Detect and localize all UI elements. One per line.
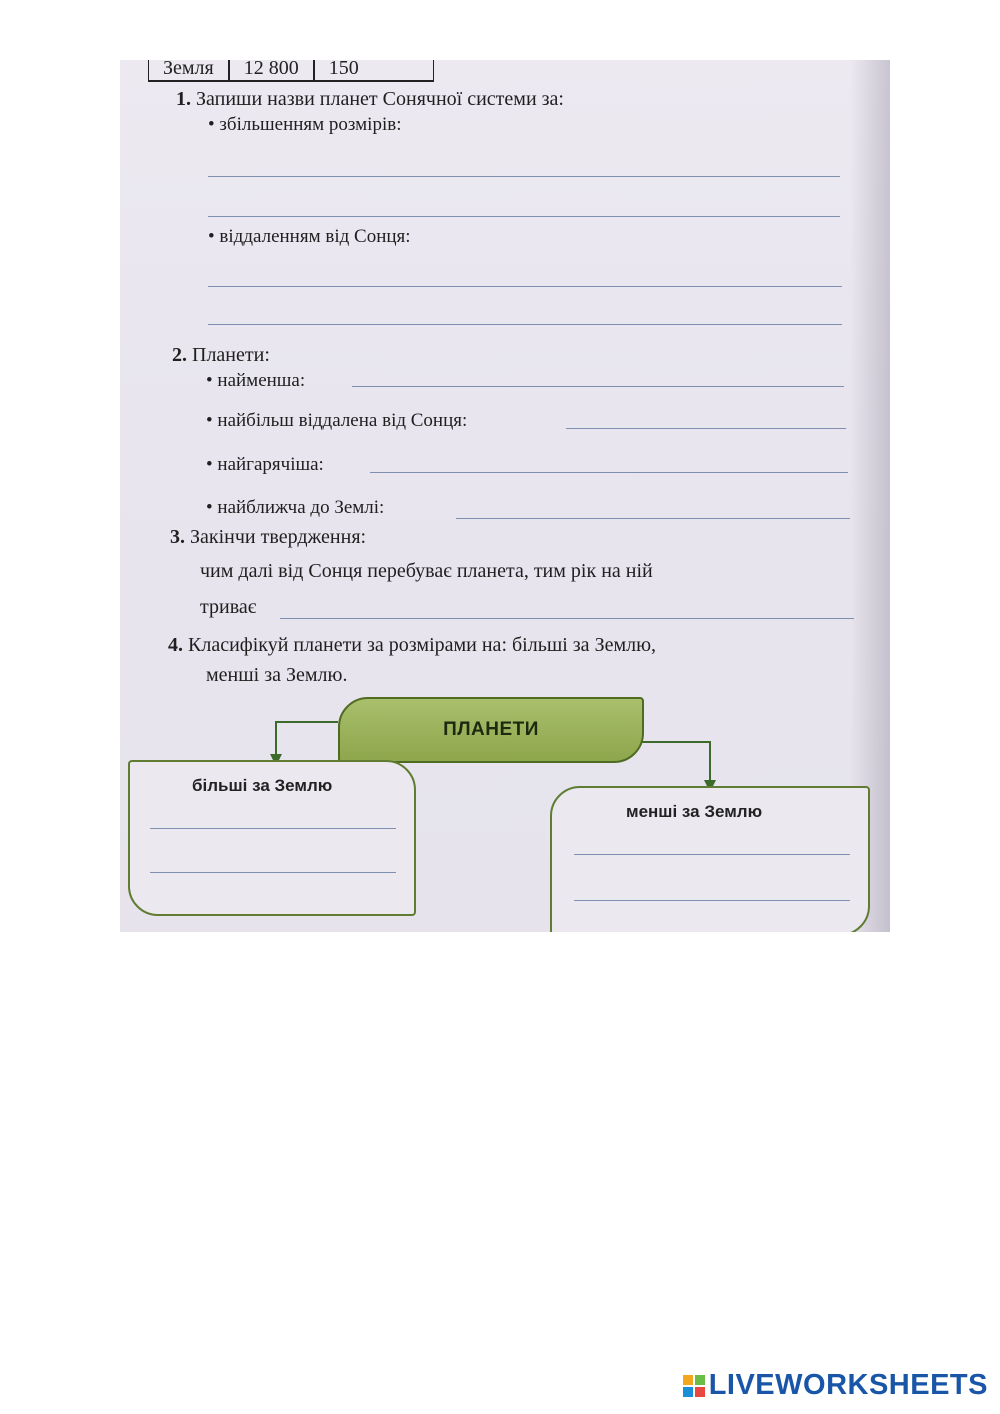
- logo-square: [695, 1387, 705, 1397]
- logo-mark-icon: [683, 1375, 705, 1397]
- logo-square: [695, 1375, 705, 1385]
- q2-closest: • найближча до Землі:: [206, 497, 385, 518]
- question-text: Класифікуй планети за розмірами на: більші за Землю,: [188, 634, 657, 656]
- logo-square: [683, 1387, 693, 1397]
- planets-title: ПЛАНЕТИ: [443, 719, 539, 740]
- logo-square: [683, 1375, 693, 1385]
- liveworksheets-logo: [683, 1369, 988, 1402]
- answer-line[interactable]: [574, 854, 850, 855]
- question-text: Планети:: [192, 344, 270, 366]
- table-cell: Земля: [148, 60, 229, 80]
- larger-than-earth-box: [128, 760, 416, 916]
- q1-bullet-distance: • віддаленням від Сонця:: [208, 226, 411, 247]
- q1-bullet-size: • збільшенням розмірів:: [208, 114, 402, 135]
- question-text-cont: менші за Землю.: [206, 664, 348, 686]
- larger-box-title: більші за Землю: [192, 776, 333, 795]
- answer-line[interactable]: [150, 828, 396, 829]
- question-number: 4.: [168, 634, 183, 656]
- smaller-box-title: менші за Землю: [626, 802, 763, 821]
- q3-statement: чим далі від Сонця перебуває планета, тим рік на ній: [200, 560, 653, 582]
- q2-farthest: • найбільш віддалена від Сонця:: [206, 410, 468, 431]
- table-cell: 150: [314, 60, 434, 80]
- question-text: Запиши назви планет Сонячної системи за:: [196, 88, 564, 110]
- answer-line[interactable]: [574, 900, 850, 901]
- worksheet-photo: [120, 60, 890, 932]
- question-text: Закінчи твердження:: [190, 526, 367, 548]
- question-number: 3.: [170, 526, 185, 548]
- q2-hottest: • найгарячіша:: [206, 454, 324, 475]
- question-number: 2.: [172, 344, 187, 366]
- planets-center-box: [338, 697, 644, 763]
- q2-smallest: • найменша:: [206, 370, 306, 391]
- logo-text: LIVEWORKSHEETS: [708, 1369, 988, 1401]
- smaller-than-earth-box: [550, 786, 870, 932]
- table-cell: 12 800: [229, 60, 314, 80]
- answer-line[interactable]: [150, 872, 396, 873]
- q3-statement-end: триває: [200, 596, 257, 618]
- question-number: 1.: [176, 88, 191, 110]
